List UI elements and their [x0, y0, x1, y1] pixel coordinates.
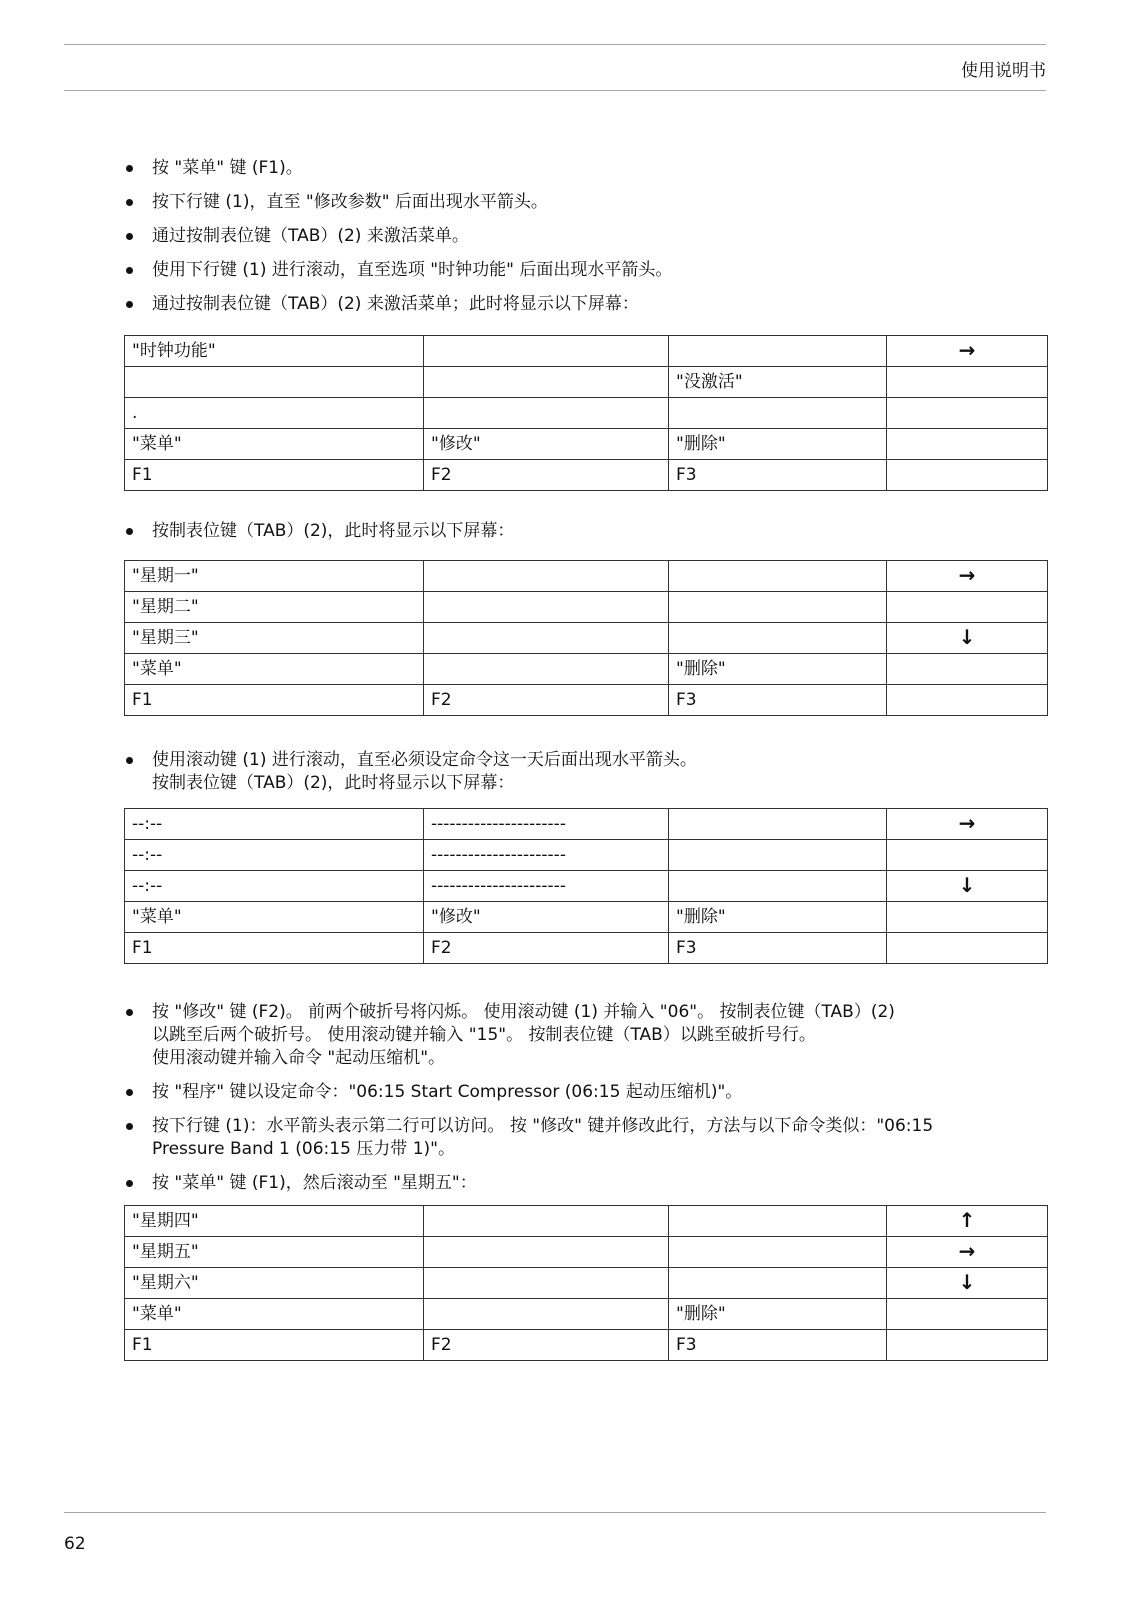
table-cell	[424, 367, 669, 398]
table-cell	[669, 840, 887, 871]
table-row	[125, 592, 1048, 623]
instruction-text: 按下行键 (1)，直至 "修改参数" 后面出现水平箭头。	[152, 192, 548, 212]
table-cell: "星期三"	[125, 623, 424, 654]
function-key: F3	[669, 460, 887, 491]
table-cell	[424, 336, 669, 367]
table-cell: --:--	[125, 840, 424, 871]
arrow-right-icon: →	[958, 1239, 976, 1263]
softkey-label: "菜单"	[125, 429, 424, 460]
table-cell	[887, 654, 1048, 685]
table-cell	[669, 561, 887, 592]
table-cell	[125, 367, 424, 398]
table-row	[125, 623, 1048, 654]
table-cell	[669, 871, 887, 902]
arrow-down-icon: ↓	[958, 1270, 976, 1294]
table-cell	[887, 592, 1048, 623]
table-cell: "没激活"	[669, 367, 887, 398]
function-key: F2	[424, 1330, 669, 1361]
list-item	[124, 157, 1034, 180]
arrow-cell	[887, 871, 1048, 902]
softkey-label: "删除"	[669, 1299, 887, 1330]
bullet-icon	[126, 199, 133, 206]
bullet-icon	[126, 267, 133, 274]
table-cell	[424, 561, 669, 592]
table-cell	[669, 809, 887, 840]
softkey-label	[424, 1299, 669, 1330]
softkey-label: "修改"	[424, 429, 669, 460]
table-row	[125, 840, 1048, 871]
arrow-cell	[887, 336, 1048, 367]
arrow-cell	[887, 623, 1048, 654]
list-item	[124, 293, 1034, 316]
instruction-text: 通过按制表位键（TAB）(2) 来激活菜单；此时将显示以下屏幕：	[152, 294, 639, 314]
page-number: 62	[64, 1534, 86, 1554]
table-row	[125, 1268, 1048, 1299]
table-cell: ----------------------	[424, 871, 669, 902]
arrow-down-icon: ↓	[958, 873, 976, 897]
table-cell	[424, 1237, 669, 1268]
table-cell	[424, 1206, 669, 1237]
footer-rule	[64, 1512, 1046, 1513]
instruction-text: 按制表位键（TAB）(2)，此时将显示以下屏幕：	[152, 773, 515, 793]
instruction-text: 使用滚动键并输入命令 "起动压缩机"。	[152, 1048, 446, 1068]
table-cell	[669, 623, 887, 654]
arrow-cell	[887, 1206, 1048, 1237]
table-cell: "时钟功能"	[125, 336, 424, 367]
bullet-icon	[126, 757, 133, 764]
table-cell	[669, 336, 887, 367]
instruction-list-3	[124, 749, 1034, 795]
table-row	[125, 871, 1048, 902]
list-item	[124, 259, 1034, 282]
softkey-label: "删除"	[669, 654, 887, 685]
function-key-row	[125, 460, 1048, 491]
screen-table-weekdays-1	[124, 560, 1048, 716]
list-item	[124, 520, 1034, 543]
list-item	[124, 225, 1034, 248]
table-row	[125, 398, 1048, 429]
function-key: F2	[424, 933, 669, 964]
list-item	[124, 1081, 1034, 1104]
arrow-cell	[887, 809, 1048, 840]
table-cell	[424, 1268, 669, 1299]
instruction-text: 按 "菜单" 键 (F1)，然后滚动至 "星期五"：	[152, 1173, 477, 1193]
instruction-text: 按 "修改" 键 (F2)。 前两个破折号将闪烁。 使用滚动键 (1) 并输入 "06"。 按制表位键（TAB）(2)	[152, 1002, 895, 1022]
table-cell	[887, 933, 1048, 964]
screen-table-clock-function	[124, 335, 1048, 491]
table-cell	[669, 1206, 887, 1237]
bullet-icon	[126, 165, 133, 172]
table-row	[125, 561, 1048, 592]
list-item	[124, 191, 1034, 214]
table-row	[125, 1206, 1048, 1237]
softkey-label: "删除"	[669, 902, 887, 933]
header-bottom-rule	[64, 90, 1046, 91]
list-item	[124, 1172, 1034, 1195]
table-row	[125, 809, 1048, 840]
table-row	[125, 367, 1048, 398]
instruction-list-2	[124, 520, 1034, 543]
screen-table-weekdays-2	[124, 1205, 1048, 1361]
function-key: F3	[669, 1330, 887, 1361]
table-cell	[669, 398, 887, 429]
arrow-down-icon: ↓	[958, 625, 976, 649]
instruction-text: 按 "菜单" 键 (F1)。	[152, 158, 303, 178]
list-item	[124, 1115, 1034, 1161]
bullet-icon	[126, 528, 133, 535]
table-cell: --:--	[125, 871, 424, 902]
arrow-up-icon: ↑	[958, 1208, 976, 1232]
instruction-text: 使用滚动键 (1) 进行滚动，直至必须设定命令这一天后面出现水平箭头。	[152, 750, 697, 770]
table-cell: "星期一"	[125, 561, 424, 592]
softkey-label-row	[125, 429, 1048, 460]
function-key-row	[125, 933, 1048, 964]
table-cell	[669, 1237, 887, 1268]
instruction-text: Pressure Band 1 (06:15 压力带 1)"。	[152, 1139, 455, 1159]
table-cell	[669, 1268, 887, 1299]
function-key: F2	[424, 685, 669, 716]
bullet-icon	[126, 1180, 133, 1187]
function-key-row	[125, 1330, 1048, 1361]
instruction-text: 使用下行键 (1) 进行滚动，直至选项 "时钟功能" 后面出现水平箭头。	[152, 260, 673, 280]
function-key: F1	[125, 460, 424, 491]
bullet-icon	[126, 233, 133, 240]
table-cell	[424, 398, 669, 429]
instruction-list-1	[124, 157, 1034, 316]
bullet-icon	[126, 1089, 133, 1096]
softkey-label	[424, 654, 669, 685]
function-key: F3	[669, 933, 887, 964]
function-key: F2	[424, 460, 669, 491]
bullet-icon	[126, 1009, 133, 1016]
arrow-right-icon: →	[958, 563, 976, 587]
arrow-right-icon: →	[958, 811, 976, 835]
softkey-label-row	[125, 1299, 1048, 1330]
table-cell	[887, 367, 1048, 398]
arrow-cell	[887, 561, 1048, 592]
softkey-label: "菜单"	[125, 654, 424, 685]
table-cell	[887, 429, 1048, 460]
table-cell	[424, 623, 669, 654]
instruction-text: 按下行键 (1)：水平箭头表示第二行可以访问。 按 "修改" 键并修改此行，方法与以下命令类似："06:15	[152, 1116, 934, 1136]
table-cell	[424, 592, 669, 623]
table-cell: .	[125, 398, 424, 429]
table-cell	[887, 1330, 1048, 1361]
document-title: 使用说明书	[961, 61, 1046, 81]
instruction-text: 按 "程序" 键以设定命令："06:15 Start Compressor (06:15 起动压缩机)"。	[152, 1082, 743, 1102]
table-cell	[887, 398, 1048, 429]
table-cell	[887, 685, 1048, 716]
table-cell	[887, 840, 1048, 871]
list-item	[124, 1001, 1034, 1070]
function-key: F3	[669, 685, 887, 716]
function-key: F1	[125, 1330, 424, 1361]
instruction-list-4	[124, 1001, 1034, 1195]
function-key: F1	[125, 685, 424, 716]
instruction-text: 通过按制表位键（TAB）(2) 来激活菜单。	[152, 226, 469, 246]
softkey-label: "删除"	[669, 429, 887, 460]
softkey-label: "菜单"	[125, 1299, 424, 1330]
table-cell	[887, 1299, 1048, 1330]
softkey-label: "修改"	[424, 902, 669, 933]
table-cell: "星期四"	[125, 1206, 424, 1237]
table-cell: "星期二"	[125, 592, 424, 623]
table-cell	[887, 902, 1048, 933]
table-row	[125, 1237, 1048, 1268]
bullet-icon	[126, 1123, 133, 1130]
softkey-label-row	[125, 654, 1048, 685]
table-cell: ----------------------	[424, 809, 669, 840]
table-cell: --:--	[125, 809, 424, 840]
instruction-text: 按制表位键（TAB）(2)，此时将显示以下屏幕：	[152, 521, 515, 541]
arrow-cell	[887, 1268, 1048, 1299]
instruction-text: 以跳至后两个破折号。 使用滚动键并输入 "15"。 按制表位键（TAB）以跳至破折号行。	[152, 1025, 816, 1045]
softkey-label: "菜单"	[125, 902, 424, 933]
bullet-icon	[126, 301, 133, 308]
function-key-row	[125, 685, 1048, 716]
table-cell: "星期六"	[125, 1268, 424, 1299]
arrow-cell	[887, 1237, 1048, 1268]
table-cell	[669, 592, 887, 623]
list-item	[124, 749, 1034, 795]
function-key: F1	[125, 933, 424, 964]
header-top-rule	[64, 44, 1046, 45]
arrow-right-icon: →	[958, 338, 976, 362]
table-cell: "星期五"	[125, 1237, 424, 1268]
softkey-label-row	[125, 902, 1048, 933]
table-row	[125, 336, 1048, 367]
table-cell	[887, 460, 1048, 491]
table-cell: ----------------------	[424, 840, 669, 871]
screen-table-time-commands	[124, 808, 1048, 964]
